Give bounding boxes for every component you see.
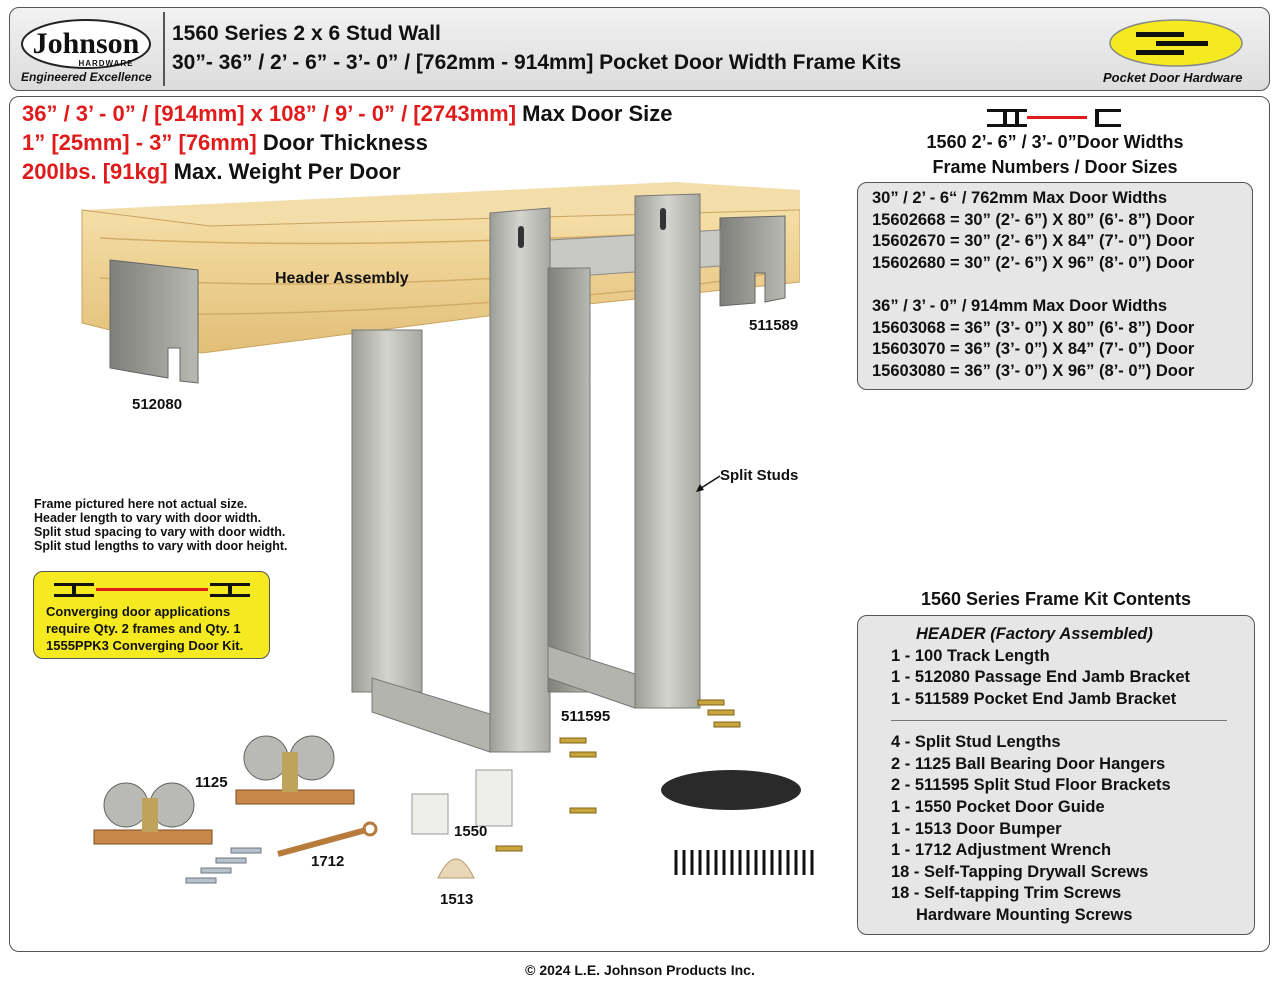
note-line: Frame pictured here not actual size. — [34, 497, 248, 511]
max-door-size-label: Max Door Size — [516, 101, 673, 126]
kit-item: 2 - 511595 Split Stud Floor Brackets — [891, 776, 1171, 794]
door-thickness-spec — [22, 130, 428, 156]
kit-item: 1 - 511589 Pocket End Jamb Bracket — [891, 690, 1177, 708]
frame-number-row: 15603070 = 36” (3’- 0”) X 84” (7’- 0”) Door — [872, 340, 1195, 358]
page-subtitle: 30”- 36” / 2’ - 6” - 3’- 0” / [762mm - 914mm] Pocket Door Width Frame Kits — [172, 51, 902, 74]
converging-door-icon — [52, 580, 252, 600]
converging-door-note — [33, 571, 270, 659]
frame-notes — [34, 497, 287, 553]
converging-line: 1555PPK3 Converging Door Kit. — [46, 638, 244, 653]
frame-number-row: 15603080 = 36” (3’- 0”) X 96” (8’- 0”) Door — [872, 362, 1195, 380]
kit-item: 1 - 1712 Adjustment Wrench — [891, 841, 1112, 859]
max-door-size-spec — [22, 101, 673, 127]
frame-number-row: 15603068 = 36” (3’- 0”) X 80” (6’- 8”) Door — [872, 319, 1195, 337]
split-studs-arrow-icon — [694, 474, 722, 494]
johnson-logo — [18, 12, 158, 72]
kit-item: 1 - 1550 Pocket Door Guide — [891, 798, 1105, 816]
frame-number-row: 15602670 = 30” (2’- 6”) X 84” (7’- 0”) Door — [872, 232, 1195, 250]
kit-divider — [891, 720, 1227, 721]
kit-header-title: HEADER (Factory Assembled) — [916, 625, 1153, 643]
frame-numbers-box — [857, 182, 1253, 390]
page-title: 1560 Series 2 x 6 Stud Wall — [172, 22, 441, 45]
split-studs-label: Split Studs — [720, 467, 799, 484]
kit-item: 1 - 1513 Door Bumper — [891, 820, 1062, 838]
frame-numbers-subheading: Frame Numbers / Door Sizes — [932, 157, 1178, 177]
part-1712-label: 1712 — [311, 853, 345, 870]
frame-numbers-heading: 1560 2’- 6” / 3’- 0”Door Widths — [926, 132, 1184, 152]
header-assembly-label: Header Assembly — [275, 270, 409, 287]
part-1513-label: 1513 — [440, 891, 474, 908]
note-line: Split stud lengths to vary with door height. — [34, 539, 288, 553]
note-line: Split stud spacing to vary with door width. — [34, 525, 286, 539]
header-divider — [163, 12, 165, 86]
svg-text:Johnson: Johnson — [32, 27, 140, 60]
kit-item: 18 - Self-Tapping Drywall Screws — [891, 863, 1149, 881]
kit-item: 1 - 512080 Passage End Jamb Bracket — [891, 668, 1191, 686]
kit-item: Hardware Mounting Screws — [916, 906, 1133, 924]
kit-item: 18 - Self-tapping Trim Screws — [891, 884, 1122, 902]
door-thickness-value: 1” [25mm] - 3” [76mm] — [22, 130, 257, 155]
brand-tagline: Engineered Excellence — [21, 70, 152, 84]
hardware-parts-illustration — [86, 690, 826, 900]
group2-title: 36” / 3’ - 0” / 914mm Max Door Widths — [872, 297, 1168, 315]
kit-item: 4 - Split Stud Lengths — [891, 733, 1061, 751]
pocket-door-caption: Pocket Door Hardware — [1103, 70, 1243, 85]
part-511589-label: 511589 — [749, 317, 799, 334]
single-door-icon — [985, 106, 1125, 130]
part-1125-label: 1125 — [195, 774, 228, 791]
max-weight-label: Max. Weight Per Door — [167, 159, 401, 184]
part-1550-label: 1550 — [454, 823, 488, 840]
part-511595-label: 511595 — [561, 708, 611, 725]
max-weight-value: 200lbs. [91kg] — [22, 159, 168, 184]
copyright: © 2024 L.E. Johnson Products Inc. — [525, 962, 755, 978]
part-512080-label: 512080 — [132, 396, 183, 413]
svg-text:HARDWARE: HARDWARE — [78, 59, 134, 68]
pocket-door-logo — [1106, 17, 1246, 69]
max-door-size-value: 36” / 3’ - 0” / [914mm] x 108” / 9’ - 0” / [2743mm] — [22, 101, 517, 126]
group1-title: 30” / 2’ - 6“ / 762mm Max Door Widths — [872, 189, 1168, 207]
note-line: Header length to vary with door width. — [34, 511, 262, 525]
converging-line: Converging door applications — [46, 604, 231, 619]
kit-item: 2 - 1125 Ball Bearing Door Hangers — [891, 755, 1166, 773]
kit-item: 1 - 100 Track Length — [891, 647, 1050, 665]
converging-line: require Qty. 2 frames and Qty. 1 — [46, 621, 241, 636]
kit-contents-heading: 1560 Series Frame Kit Contents — [920, 589, 1192, 609]
frame-illustration — [80, 178, 800, 758]
frame-number-row: 15602680 = 30” (2’- 6”) X 96” (8’- 0”) Door — [872, 254, 1195, 272]
door-thickness-label: Door Thickness — [256, 130, 428, 155]
kit-contents-box — [857, 615, 1255, 935]
frame-number-row: 15602668 = 30” (2’- 6”) X 80” (6’- 8”) Door — [872, 211, 1195, 229]
title-banner — [9, 7, 1270, 91]
